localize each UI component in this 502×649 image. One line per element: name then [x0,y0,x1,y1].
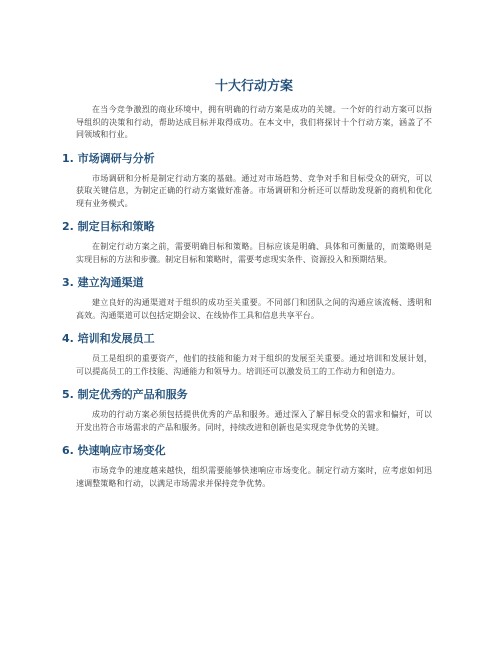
section-body-6: 市场竞争的速度越来越快，组织需要能够快速响应市场变化。制定行动方案时，应考虑如何迅速调整策略和行动，以满足市场需求并保持竞争优势。 [76,466,432,488]
section-heading-4: 4. 培训和发展员工 [62,332,155,345]
section-body-4: 员工是组织的重要资产，他们的技能和能力对于组织的发展至关重要。通过培训和发展计划，可以提高员工的工作技能、沟通能力和领导力。培训还可以激发员工的工作动力和创造力。 [76,354,432,376]
section-heading-5: 5. 制定优秀的产品和服务 [62,388,188,401]
section-body-5: 成功的行动方案必须包括提供优秀的产品和服务。通过深入了解目标受众的需求和偏好，可以开发出符合市场需求的产品和服务。同时，持续改进和创新也是实现竞争优势的关键。 [76,410,432,432]
intro-paragraph: 在当今竞争激烈的商业环境中，拥有明确的行动方案是成功的关键。一个好的行动方案可以指导组织的决策和行动，帮助达成目标并取得成功。在本文中，我们将探讨十个行动方案，涵盖了不同领域和行业。 [76,105,432,139]
section-body-2: 在制定行动方案之前，需要明确目标和策略。目标应该是明确、具体和可衡量的，而策略则是实现目标的方法和步骤。制定目标和策略时，需要考虑现实条件、资源投入和预期结果。 [76,242,432,264]
section-heading-2: 2. 制定目标和策略 [62,220,155,233]
section-heading-3: 3. 建立沟通渠道 [62,276,144,289]
section-heading-6: 6. 快速响应市场变化 [62,444,166,457]
section-body-3: 建立良好的沟通渠道对于组织的成功至关重要。不同部门和团队之间的沟通应该流畅、透明和高效。沟通渠道可以包括定期会议、在线协作工具和信息共享平台。 [76,298,432,320]
section-body-1: 市场调研和分析是制定行动方案的基础。通过对市场趋势、竞争对手和目标受众的研究，可以获取关键信息，为制定正确的行动方案做好准备。市场调研和分析还可以帮助发现新的商机和优化现有业务模式。 [76,173,432,208]
document-page [62,78,432,490]
section-heading-1: 1. 市场调研与分析 [62,151,155,165]
document-title: 十大行动方案 [214,79,293,94]
